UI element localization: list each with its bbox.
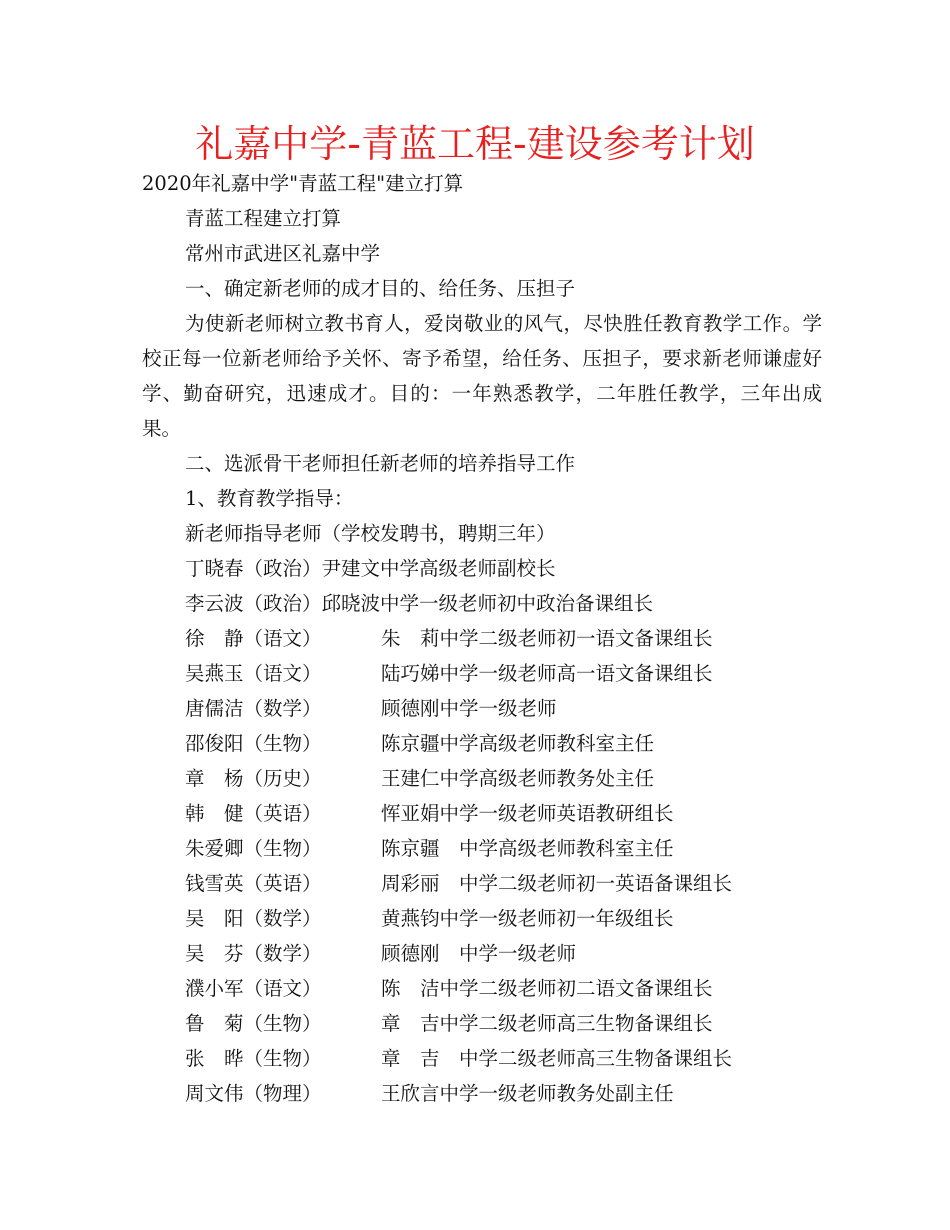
plan-heading: 2020年礼嘉中学"青蓝工程"建立打算 bbox=[142, 172, 464, 195]
pairing-row bbox=[142, 656, 822, 691]
mentor-info: 陆巧娣中学一级老师高一语文备课组长 bbox=[381, 662, 713, 685]
subsection-title: 1、教育教学指导： bbox=[185, 487, 354, 510]
document-title: 礼嘉中学-青蓝工程-建设参考计划 bbox=[195, 122, 755, 166]
section-1-paragraph: 为使新老师树立教书育人，爱岗敬业的风气，尽快胜任教育教学工作。学校正每一位新老师给予关怀、寄予希望，给任务、压担子，要求新老师谦虚好学、勤奋研究，迅速成才。目的：一年熟悉教学，二年胜任教学，三年出成果。 bbox=[142, 312, 822, 440]
pairing-row bbox=[142, 901, 822, 936]
pairing-inline-row: 丁晓春（政治）尹建文中学高级老师副校长 bbox=[185, 557, 556, 580]
mentor-info: 王欣言中学一级老师教务处副主任 bbox=[381, 1082, 674, 1105]
mentor-info: 陈 洁中学二级老师初二语文备课组长 bbox=[381, 977, 713, 1000]
mentor-info: 章 吉 中学二级老师高三生物备课组长 bbox=[381, 1047, 733, 1070]
trainee-name: 章 杨（历史） bbox=[185, 767, 322, 790]
trainee-name: 吴 阳（数学） bbox=[185, 907, 322, 930]
mentor-info: 王建仁中学高级老师教务处主任 bbox=[381, 767, 655, 790]
trainee-name: 吴燕玉（语文） bbox=[185, 662, 322, 685]
school-name: 常州市武进区礼嘉中学 bbox=[185, 242, 381, 265]
pairing-row bbox=[142, 1076, 822, 1111]
pairing-row bbox=[142, 621, 822, 656]
pairing-row bbox=[142, 1006, 822, 1041]
pairing-row bbox=[142, 726, 822, 761]
pairing-row bbox=[142, 1041, 822, 1076]
trainee-name: 周文伟（物理） bbox=[185, 1082, 322, 1105]
trainee-name: 徐 静（语文） bbox=[185, 627, 322, 650]
trainee-name: 濮小军（语文） bbox=[185, 977, 322, 1000]
trainee-name: 韩 健（英语） bbox=[185, 802, 322, 825]
mentor-info: 陈京疆中学高级老师教科室主任 bbox=[381, 732, 655, 755]
pairing-row bbox=[142, 971, 822, 1006]
trainee-name: 鲁 菊（生物） bbox=[185, 1012, 322, 1035]
trainee-name: 张 晔（生物） bbox=[185, 1047, 322, 1070]
pairing-row bbox=[142, 831, 822, 866]
mentor-info: 顾德刚中学一级老师 bbox=[381, 697, 557, 720]
pairing-row bbox=[142, 761, 822, 796]
trainee-name: 朱爱卿（生物） bbox=[185, 837, 322, 860]
mentor-info: 章 吉中学二级老师高三生物备课组长 bbox=[381, 1012, 713, 1035]
mentor-info: 陈京疆 中学高级老师教科室主任 bbox=[381, 837, 674, 860]
section-1-title: 一、确定新老师的成才目的、给任务、压担子 bbox=[185, 277, 576, 300]
trainee-name: 唐儒洁（数学） bbox=[185, 697, 322, 720]
pairing-inline-row: 李云波（政治）邱晓波中学一级老师初中政治备课组长 bbox=[185, 592, 654, 615]
pairing-row bbox=[142, 936, 822, 971]
pairing-row bbox=[142, 796, 822, 831]
trainee-name: 钱雪英（英语） bbox=[185, 872, 322, 895]
pairing-row bbox=[142, 691, 822, 726]
plan-subtitle: 青蓝工程建立打算 bbox=[185, 207, 342, 230]
mentor-info: 黄燕钧中学一级老师初一年级组长 bbox=[381, 907, 674, 930]
trainee-name: 吴 芬（数学） bbox=[185, 942, 322, 965]
mentor-info: 周彩丽 中学二级老师初一英语备课组长 bbox=[381, 872, 733, 895]
section-2-title: 二、选派骨干老师担任新老师的培养指导工作 bbox=[185, 452, 576, 475]
pairing-list bbox=[142, 621, 822, 1111]
document-body bbox=[142, 166, 822, 1111]
mentor-info: 恽亚娟中学一级老师英语教研组长 bbox=[381, 802, 674, 825]
mentor-info: 朱 莉中学二级老师初一语文备课组长 bbox=[381, 627, 713, 650]
pairing-header: 新老师指导老师（学校发聘书，聘期三年） bbox=[185, 522, 556, 545]
trainee-name: 邵俊阳（生物） bbox=[185, 732, 322, 755]
mentor-info: 顾德刚 中学一级老师 bbox=[381, 942, 577, 965]
pairing-row bbox=[142, 866, 822, 901]
